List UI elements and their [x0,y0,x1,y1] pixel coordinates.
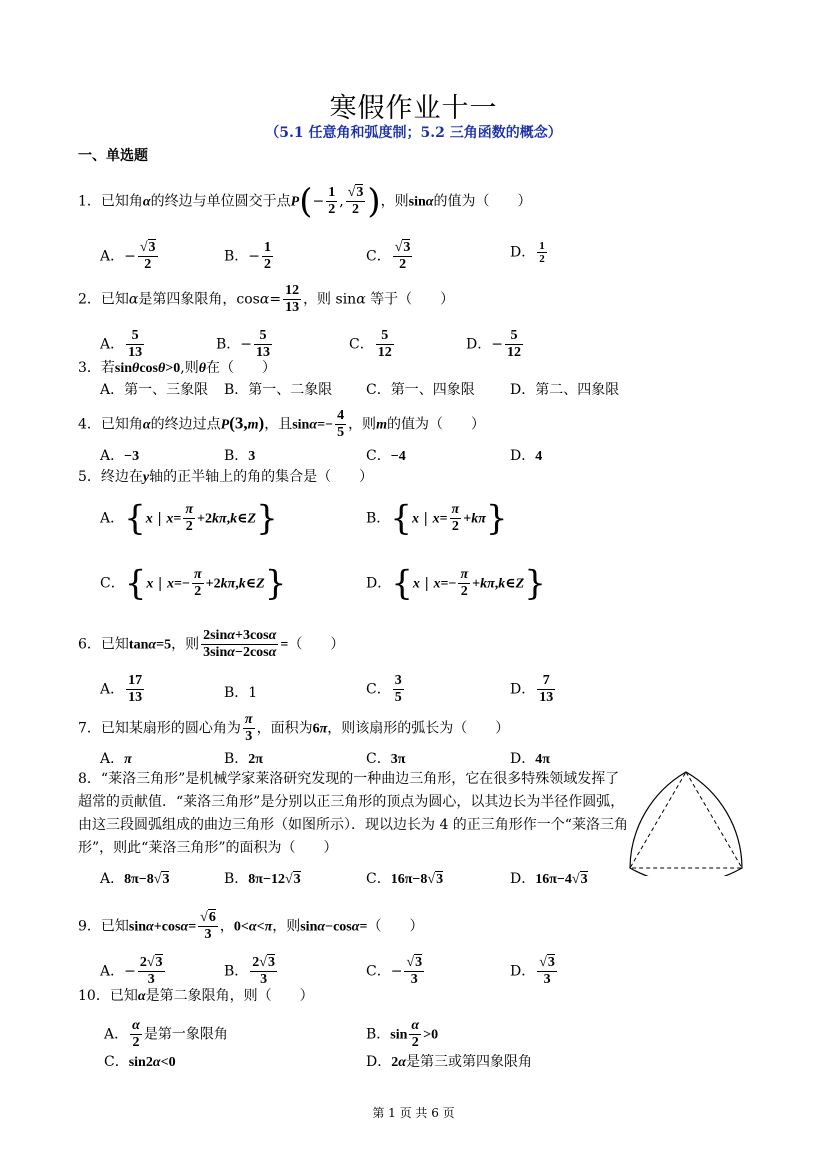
option-10b: B．sin $\frac{\alpha}{2}$ >0 [366,1018,439,1050]
reuleaux-triangle-figure [624,768,750,876]
option-5a: A．{x | x= $\frac{\pi}{2}$ +2kπ,k∈Z} [100,498,278,539]
option-7c: C．3π [366,751,406,767]
option-6b: B．1 [224,685,258,701]
option-8d: D．16π−4√3 [510,871,588,887]
option-9d: D． $\frac{√3}{3}$ [510,955,555,987]
option-1a: A．− $\frac{√3}{2}$ [100,240,156,272]
option-4d: D．4 [510,448,543,464]
option-10c: C．sin2α<0 [104,1054,176,1070]
section-heading: 一、单选题 [78,148,148,164]
option-2c: C． $\frac{5}{12}$ [349,328,392,360]
page-subtitle: （5.1 任意角和弧度制；5.2 三角函数的概念） [265,125,562,141]
option-3d: D．第二、四象限 [510,382,620,398]
question-1: 1．已知角α的终边与单位圆交于点P(− $\frac{1}{2}$ , $\frac{√3}{2}$ )，则sinα的值为（ ） [78,181,532,222]
option-3b: B．第一、二象限 [224,382,333,398]
option-8b: B．8π−12√3 [224,871,301,887]
option-8c: C．16π−8√3 [366,871,444,887]
question-5: 5．终边在y轴的正半轴上的角的集合是（ ） [78,469,374,485]
option-5b: B．{x | x= $\frac{\pi}{2}$ +kπ} [366,498,508,539]
option-2d: D．− $\frac{5}{12}$ [466,328,521,360]
question-3: 3．若sinθcosθ>0,则θ在（ ） [78,360,276,376]
option-10a: A． $\frac{\alpha}{2}$ 是第一象限角 [104,1018,228,1050]
option-7a: A．π [100,751,132,767]
option-7b: B．2π [224,751,263,767]
option-4b: B．3 [224,448,256,464]
question-10: 10．已知α是第二象限角，则（ ） [78,988,314,1004]
option-2a: A． $\frac{5}{13}$ [100,328,143,360]
question-9: 9．已知sinα+cosα= $\frac{√6}{3}$ ，0<α<π，则sinα−cosα=（ ） [78,910,424,942]
option-6c: C． $\frac{3}{5}$ [366,673,402,705]
option-4c: C．−4 [366,448,406,464]
question-4: 4．已知角α的终边过点P(3,m)，且sinα=− $\frac{4}{5}$ ，则m的值为（ ） [78,408,485,440]
page-footer: 第 1 页 共 6 页 [372,1106,455,1120]
option-1c: C． $\frac{√3}{2}$ [366,240,411,272]
option-7d: D．4π [510,751,550,767]
question-6: 6．已知tanα=5，则 $\frac{2\sin\alpha+3\cos\alpha}{3\sin\alpha-2\cos\alpha}$ =（ ） [78,628,345,660]
option-6a: A． $\frac{17}{13}$ [100,673,143,705]
option-5c: C．{x | x=− $\frac{\pi}{2}$ +2kπ,k∈Z} [100,563,287,604]
option-6d: D． $\frac{7}{13}$ [510,673,554,705]
page-title: 寒假作业十一 [329,93,498,124]
option-3a: A．第一、三象限 [100,382,209,398]
question-2: 2．已知α是第四象限角，cosα= $\frac{12}{13}$ ，则 sinα 等于（ ） [78,283,455,315]
option-8a: A．8π−8√3 [100,871,170,887]
option-9b: B． $\frac{2√3}{3}$ [224,955,275,987]
option-1d: D． $\frac{1}{2}$ [510,240,545,265]
option-3c: C．第一、四象限 [366,382,475,398]
option-1b: B．− $\frac{1}{2}$ [224,240,272,272]
question-7: 7．已知某扇形的圆心角为 $\frac{\pi}{3}$ ，面积为6π，则该扇形的弧长为（ ） [78,712,510,744]
option-2b: B．− $\frac{5}{13}$ [216,328,271,360]
option-5d: D．{x | x=− $\frac{\pi}{2}$ +kπ,k∈Z} [366,563,546,604]
option-10d: D．2α是第三或第四象限角 [366,1054,532,1070]
option-4a: A．−3 [100,448,140,464]
option-9a: A．− $\frac{2√3}{3}$ [100,955,163,987]
question-8: 8．“莱洛三角形”是机械学家莱洛研究发现的一种曲边三角形，它在很多特殊领域发挥了超常的贡献值．“莱洛三角形”是分别以正三角形的顶点为圆心，以其边长为半径作圆弧，由这三段圆弧组成的曲边三角形（如图所示）．现以边长为 4 的正三角形作一个“莱洛三角形”，则此“莱洛三角形”的面积为（ ） [78,771,628,856]
option-9c: C．− $\frac{√3}{3}$ [366,955,423,987]
